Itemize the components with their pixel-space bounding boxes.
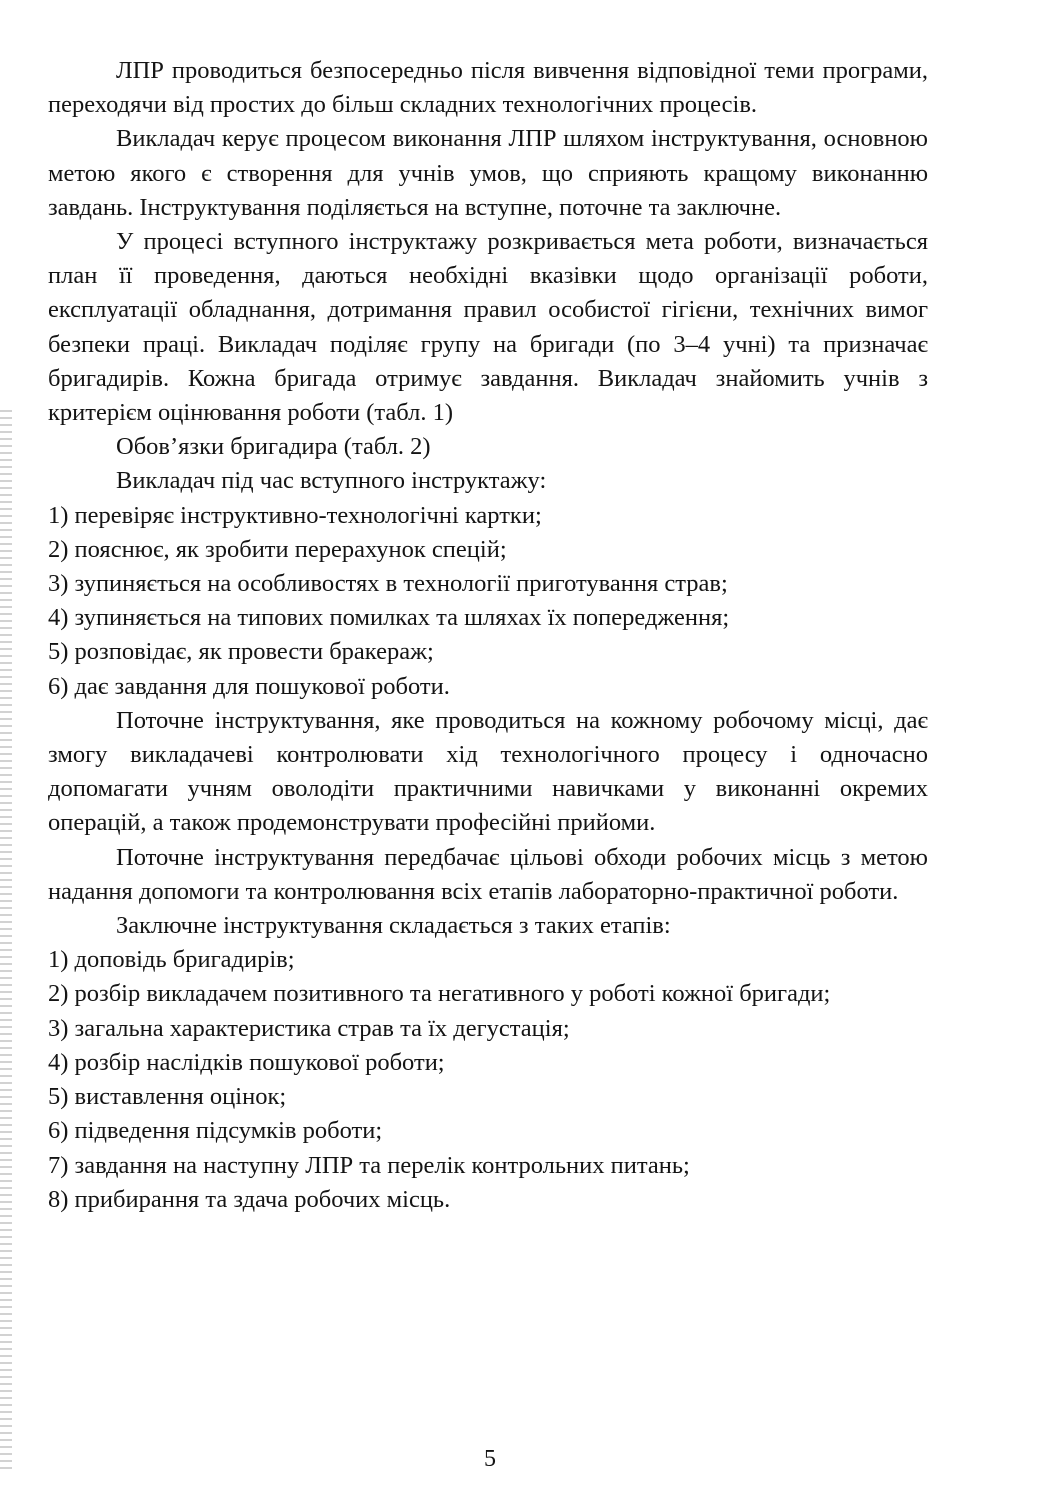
list-item: 4) зупиняється на типових помилках та шляхах їх попередження; <box>48 604 730 632</box>
paragraph-current-instruction: Поточне інструктування, яке проводиться на кожному робочому місці, дає змогу викладачеві контролювати хід технологічного процесу і одночасно допомагати учням оволодіти практичними навичками у виконанні окремих операцій, а також продемонструвати професійні прийоми. <box>48 706 928 837</box>
list-item: 2) пояснює, як зробити перерахунок спецій; <box>48 535 507 563</box>
page-number: 5 <box>484 1446 496 1472</box>
list-item: 6) дає завдання для пошукової роботи. <box>48 672 450 700</box>
list-item: 4) розбір наслідків пошукової роботи; <box>48 1048 445 1076</box>
list-item: 8) прибирання та здача робочих місць. <box>48 1185 451 1213</box>
list-item: 5) виставлення оцінок; <box>48 1083 287 1111</box>
list-item: 1) перевіряє інструктивно-технологічні картки; <box>48 501 542 529</box>
list-item: 6) підведення підсумків роботи; <box>48 1117 383 1145</box>
paragraph-teacher-intro-list-heading: Викладач під час вступного інструктажу: <box>116 467 547 495</box>
list-item: 3) загальна характеристика страв та їх дегустація; <box>48 1014 570 1042</box>
document-page <box>48 54 928 1217</box>
scan-edge-artifact <box>0 410 12 1470</box>
list-item: 5) розповідає, як провести бракераж; <box>48 638 434 666</box>
final-instruction-list <box>48 943 928 1217</box>
paragraph-foreman-duties: Обов’язки бригадира (табл. 2) <box>116 433 431 461</box>
list-item: 1) доповідь бригадирів; <box>48 946 295 974</box>
paragraph-final-instruction-heading: Заключне інструктування складається з таких етапів: <box>116 912 671 940</box>
list-item: 2) розбір викладачем позитивного та негативного у роботі кожної бригади; <box>48 980 831 1008</box>
paragraph-introductory-briefing: У процесі вступного інструктажу розкривається мета роботи, визначається план її проведення, даються необхідні вказівки щодо організації роботи, експлуатації обладнання, дотримання правил особистої гігієни, технічних вимог безпеки праці. Викладач поділяє групу на бригади (по 3–4 учні) та призначає бригадирів. Кожна бригада отримує завдання. Викладач знайомить учнів з критерієм оцінювання роботи (табл. 1) <box>48 228 928 427</box>
paragraph-current-instruction-rounds: Поточне інструктування передбачає цільові обходи робочих місць з метою надання допомоги та контролювання всіх етапів лабораторно-практичної роботи. <box>48 843 928 905</box>
list-item: 3) зупиняється на особливостях в технології приготування страв; <box>48 570 728 598</box>
paragraph-lpr-intro: ЛПР проводиться безпосередньо після вивчення відповідної теми програми, переходячи від простих до більш складних технологічних процесів. <box>48 57 928 119</box>
intro-briefing-list <box>48 499 928 704</box>
paragraph-instruction-types: Викладач керує процесом виконання ЛПР шляхом інструктування, основною метою якого є створення для учнів умов, що сприяють кращому виконанню завдань. Інструктування поділяється на вступне, поточне та заключне. <box>48 125 928 221</box>
list-item: 7) завдання на наступну ЛПР та перелік контрольних питань; <box>48 1151 690 1179</box>
